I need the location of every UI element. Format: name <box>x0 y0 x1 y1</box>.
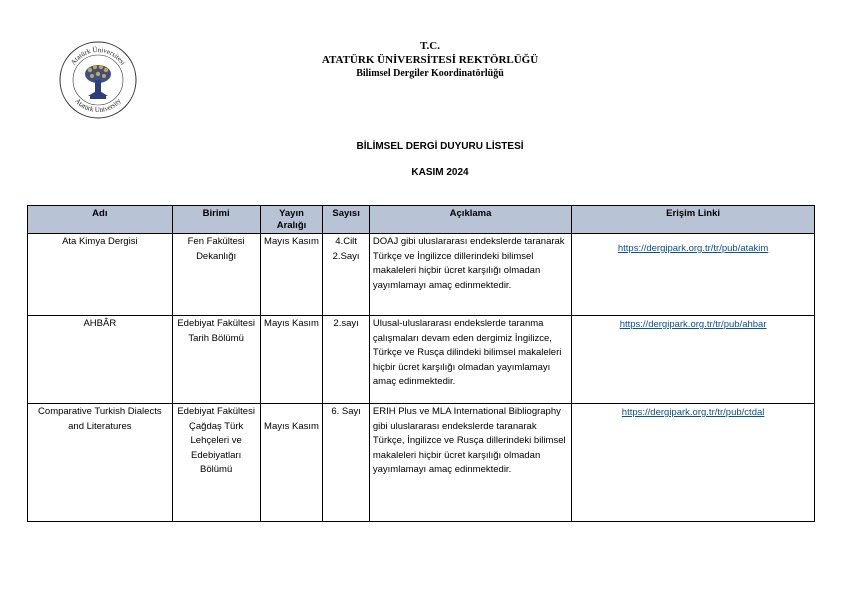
journal-issue: 6. Sayı <box>323 404 370 522</box>
journal-description: ERIH Plus ve MLA International Bibliography gibi uluslararası endekslerde taranarak Türkçe, İngilizce ve Rusça dillerindeki bilimsel makaleleri hiçbir ücret karşılığı olmadan yayımlamayı amaç edinmektedir. <box>369 404 571 522</box>
journal-unit: Fen Fakültesi Dekanlığı <box>172 234 260 316</box>
journal-period: Mayıs Kasım <box>260 234 323 316</box>
journal-table <box>27 205 815 522</box>
col-header-issue: Sayısı <box>323 206 370 234</box>
journal-description: Ulusal-uluslararası endekslerde taranma çalışmaları devam eden dergimiz İngilizce, Türkçe ve Rusça dilindeki bilimsel makaleleri hiçbir ücret karşılığı olmadan yayımlamayı amaç edinmektedir. <box>369 316 571 404</box>
header-university: ATATÜRK ÜNİVERSİTESİ REKTÖRLÜĞÜ <box>321 54 539 66</box>
journal-issue: 2.sayı <box>323 316 370 404</box>
journal-link[interactable]: https://dergipark.org.tr/tr/pub/ahbar <box>619 319 767 330</box>
col-header-name: Adı <box>28 206 173 234</box>
journal-period: Mayıs Kasım <box>260 316 323 404</box>
journal-period: Mayıs Kasım <box>260 404 323 522</box>
table-row <box>28 234 815 316</box>
journal-link-cell <box>572 316 815 404</box>
journal-unit: Edebiyat Fakültesi Tarih Bölümü <box>172 316 260 404</box>
col-header-unit: Birimi <box>172 206 260 234</box>
header-coordinator: Bilimsel Dergiler Koordinatörlüğü <box>356 68 504 79</box>
svg-text:Atatürk University: Atatürk University <box>73 96 123 115</box>
table-row <box>28 316 815 404</box>
journal-description: DOAJ gibi uluslararası endekslerde taranarak Türkçe ve İngilizce dillerindeki bilimsel makaleleri hiçbir ücret karşılığı olmadan yayımlamayı amaç edinmektedir. <box>369 234 571 316</box>
journal-link[interactable]: https://dergipark.org.tr/tr/pub/atakim <box>617 243 769 254</box>
col-header-description: Açıklama <box>369 206 571 234</box>
col-header-link: Erişim Linki <box>572 206 815 234</box>
journal-link-cell <box>572 234 815 316</box>
journal-link[interactable]: https://dergipark.org.tr/tr/pub/ctdal <box>621 407 765 418</box>
university-logo <box>58 40 138 120</box>
page-subtitle: KASIM 2024 <box>411 167 469 178</box>
header-tc: T.C. <box>420 40 440 52</box>
journal-name: AHBÂR <box>28 316 173 404</box>
journal-link-cell <box>572 404 815 522</box>
journal-name: Ata Kimya Dergisi <box>28 234 173 316</box>
table-header-row <box>28 206 815 234</box>
journal-issue: 4.Cilt 2.Sayı <box>323 234 370 316</box>
page-title: BİLİMSEL DERGİ DUYURU LİSTESİ <box>356 141 524 152</box>
table-row <box>28 404 815 522</box>
col-header-period: Yayın Aralığı <box>260 206 323 234</box>
journal-unit: Edebiyat Fakültesi Çağdaş Türk Lehçeleri ve Edebiyatları Bölümü <box>172 404 260 522</box>
svg-text:Atatürk Üniversitesi: Atatürk Üniversitesi <box>69 45 127 67</box>
journal-name: Comparative Turkish Dialects and Literatures <box>28 404 173 522</box>
